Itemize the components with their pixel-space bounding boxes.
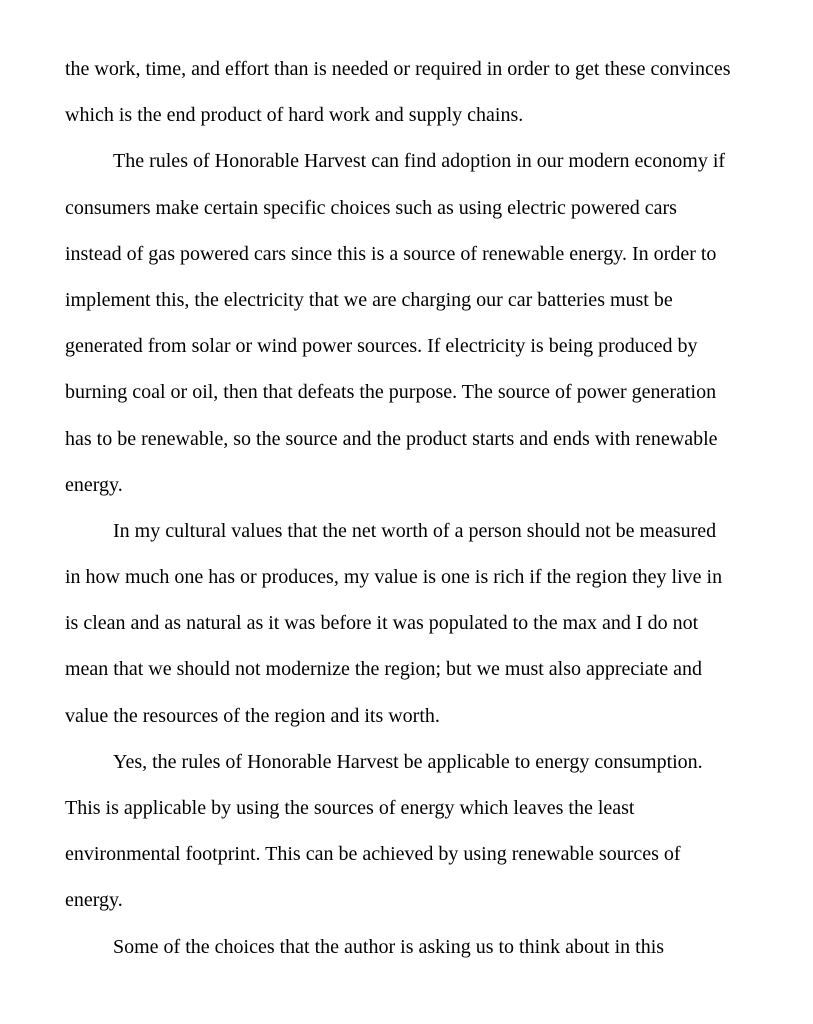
paragraph: [65, 739, 735, 924]
text-line: Yes, the rules of Honorable Harvest be applicable to energy consumption.: [113, 750, 703, 773]
text-line: is clean and as natural as it was before it was populated to the max and I do not: [65, 612, 699, 635]
text-line: In my cultural values that the net worth of a person should not be measured: [113, 519, 717, 542]
text-line: environmental footprint. This can be achieved by using renewable sources of: [65, 843, 681, 866]
text-line: The rules of Honorable Harvest can find adoption in our modern economy if: [113, 150, 726, 173]
text-line: consumers make certain specific choices such as using electric powered cars: [65, 196, 677, 219]
text-line: instead of gas powered cars since this is a source of renewable energy. In order to: [65, 242, 717, 265]
paragraph: [65, 46, 735, 138]
text-line: which is the end product of hard work and supply chains.: [65, 104, 524, 127]
text-line: value the resources of the region and its worth.: [65, 704, 440, 727]
text-line: has to be renewable, so the source and the product starts and ends with renewable: [65, 427, 718, 450]
paragraph: [65, 138, 735, 508]
document-text: [65, 46, 735, 970]
text-line: mean that we should not modernize the region; but we must also appreciate and: [65, 658, 703, 681]
paragraph: [65, 508, 735, 739]
text-line: in how much one has or produces, my value is one is rich if the region they live in: [65, 566, 723, 589]
text-line: burning coal or oil, then that defeats the purpose. The source of power generation: [65, 381, 717, 404]
paragraph: [65, 924, 735, 970]
text-line: the work, time, and effort than is needed or required in order to get these convinces: [65, 58, 731, 80]
text-line: generated from solar or wind power sources. If electricity is being produced by: [65, 335, 698, 358]
text-line: energy.: [65, 473, 123, 496]
text-line: implement this, the electricity that we are charging our car batteries must be: [65, 288, 673, 311]
text-line: This is applicable by using the sources of energy which leaves the least: [65, 797, 635, 819]
text-line: Some of the choices that the author is asking us to think about in this: [113, 935, 665, 958]
text-line: energy.: [65, 889, 123, 912]
